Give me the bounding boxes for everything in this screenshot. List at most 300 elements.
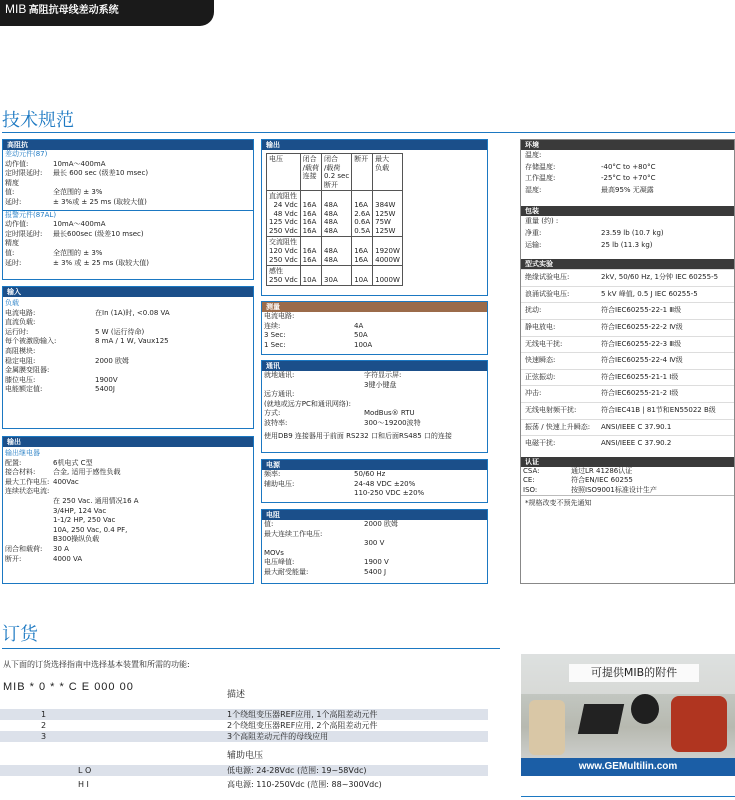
spec-row xyxy=(521,216,734,228)
spec-key: 定时限延时: xyxy=(5,169,43,178)
spec-key: 电流电路: xyxy=(264,312,295,320)
spec-value: 符合IEC41B | 81节和EN55022 B级 xyxy=(601,405,716,414)
spec-key xyxy=(264,539,364,549)
output-table-value: 48 Vdc xyxy=(273,209,298,218)
output-table-value: 48A xyxy=(324,255,338,264)
spec-value: 5 W (运行待命) xyxy=(95,327,145,336)
spec-key xyxy=(5,497,53,507)
output-table-value: 250 Vdc xyxy=(269,255,298,264)
spec-value: ModBus® RTU xyxy=(364,409,415,418)
spec-value: 1900V xyxy=(95,375,118,384)
spec-value: 全范围的 ± 3% xyxy=(53,188,103,197)
output-table-value: 10A xyxy=(354,275,368,284)
spec-key: 定时限延时: xyxy=(5,229,43,238)
power-title: 电源 xyxy=(262,460,487,470)
spec-key: 振荡 / 快速上升瞬态: xyxy=(525,422,591,431)
spec-row xyxy=(3,487,253,497)
spec-row xyxy=(262,400,487,410)
input-title: 输入 xyxy=(3,287,253,297)
specs-rule xyxy=(2,132,735,133)
spec-key: 金属膜变阻器: xyxy=(5,366,50,375)
spec-row xyxy=(3,497,253,507)
output-table-value: 250 Vdc xyxy=(269,275,298,284)
spec-value: 50A xyxy=(354,331,368,340)
spec-value: 300 V xyxy=(364,539,385,548)
spec-row xyxy=(262,419,487,429)
spec-key: 远方通讯: xyxy=(264,390,295,399)
spec-key: 断开: xyxy=(5,554,22,563)
spec-key: 存储温度: xyxy=(525,162,556,171)
output-table-header: 闭合 /载荷 连接 xyxy=(300,154,321,191)
spec-key: 静电放电: xyxy=(525,322,556,331)
spec-key: 精度 xyxy=(5,178,19,187)
impedance-box xyxy=(2,139,254,280)
spec-row xyxy=(3,555,253,565)
ad-title: 可提供MIB的附件 xyxy=(569,664,699,682)
spec-row xyxy=(3,468,253,478)
spec-key: 延时: xyxy=(5,258,22,267)
spec-row xyxy=(521,419,734,436)
spec-key: 电磁干扰: xyxy=(525,439,556,448)
output-table-cell xyxy=(267,266,301,286)
spec-value: 最长 600 sec (级差10 msec) xyxy=(53,169,149,178)
output-table-value: 16A xyxy=(302,255,317,264)
aux-row xyxy=(0,779,488,790)
insulator-shape xyxy=(529,700,565,755)
output-relay-title: 输出 xyxy=(3,437,253,447)
ad-url[interactable]: www.GEMultilin.com xyxy=(521,758,735,776)
output-table-value: 1920W xyxy=(375,246,400,255)
spec-row xyxy=(521,467,734,477)
measure-box xyxy=(261,301,488,355)
output-table-group: 感性 xyxy=(269,267,283,276)
output-table-cell xyxy=(322,191,352,237)
spec-row xyxy=(521,162,734,174)
spec-row xyxy=(3,337,253,347)
spec-row xyxy=(521,476,734,486)
order-row xyxy=(0,731,488,742)
spec-key: 电流电路: xyxy=(5,308,36,317)
spec-value: ANSI/IEEE C 37.90.2 xyxy=(601,439,672,448)
spec-row xyxy=(262,341,487,351)
aux-desc: 高电源: 110-250Vdc (范围: 88~300Vdc) xyxy=(227,779,382,789)
comm-title: 通讯 xyxy=(262,361,487,371)
output-table-cell xyxy=(352,191,373,237)
output-table-cell xyxy=(300,191,321,237)
spec-value: 30 A xyxy=(53,544,69,553)
spec-key: 运输: xyxy=(525,240,542,249)
output-table-cell xyxy=(373,191,403,237)
order-desc-head: 描述 xyxy=(227,690,246,700)
spec-row xyxy=(521,486,734,496)
resistor-box xyxy=(261,509,488,584)
spec-value: 10mA～400mA xyxy=(53,159,106,168)
output-table-cell xyxy=(300,237,321,266)
spec-value: 110-250 VDC ±20% xyxy=(354,489,425,498)
resistor-title: 电阻 xyxy=(262,510,487,520)
output-table-value: 10A xyxy=(302,275,317,284)
spec-key: 绝缘试验电压: xyxy=(525,273,570,282)
spec-key xyxy=(264,381,364,391)
spec-value: 6机电式 C型 xyxy=(53,458,93,467)
order-code: MIB * 0 * * C E 000 00 xyxy=(3,681,134,693)
spec-row xyxy=(3,357,253,367)
output-table-value: 250 Vdc xyxy=(269,226,298,235)
spec-row xyxy=(262,409,487,419)
ordering-heading: 订货 xyxy=(2,624,38,645)
spec-row xyxy=(262,520,487,530)
spec-row xyxy=(521,336,734,353)
spec-key: 配置: xyxy=(5,458,22,467)
spec-value: 符合EN/IEC 60255 xyxy=(571,476,633,485)
spec-row xyxy=(3,249,253,259)
spec-row xyxy=(3,516,253,526)
product-code: MIB xyxy=(5,2,27,16)
spec-row xyxy=(3,328,253,338)
order-option-desc: 1个绕组变压器REF应用, 1个高阻差动元件 xyxy=(227,709,378,719)
spec-row xyxy=(262,549,487,559)
output-table-header: 断开 xyxy=(352,154,373,191)
spec-key: 最大耐受能量: xyxy=(264,567,309,576)
spec-value: 5400 J xyxy=(364,567,387,576)
spec-row xyxy=(3,309,253,319)
order-row xyxy=(0,709,488,720)
spec-key: 无线电干扰: xyxy=(525,339,563,348)
output-table xyxy=(266,153,403,286)
output-table-header: 电压 xyxy=(267,154,301,191)
order-row xyxy=(0,720,488,731)
spec-row xyxy=(262,480,487,490)
spec-value: 2kV, 50/60 Hz, 1分钟 IEC 60255-5 xyxy=(601,273,719,282)
spec-value: 通过LR 41286认证 xyxy=(571,466,633,475)
output-table-value: 125 Vdc xyxy=(269,218,298,227)
output-relay-sub: 输出继电器 xyxy=(5,449,40,457)
resistor-unit-shape xyxy=(671,696,727,752)
spec-key: MOVs xyxy=(264,548,284,557)
spec-row xyxy=(521,240,734,252)
spec-row xyxy=(262,371,487,381)
aux-desc: 低电源: 24-28Vdc (范围: 19~58Vdc) xyxy=(227,765,367,775)
spec-key: 最大连续工作电压: xyxy=(264,529,323,538)
spec-key: (就地或远方PC和通讯网络): xyxy=(264,399,351,408)
spec-row xyxy=(262,489,487,499)
spec-value: 在 250 Vac. 通用情况16 A xyxy=(53,496,139,505)
aux-code: H I xyxy=(78,779,89,789)
spec-key: 闭合和载荷: xyxy=(5,544,43,553)
spec-key: 动作值: xyxy=(5,159,29,168)
spec-key: 延时: xyxy=(5,197,22,206)
spec-row xyxy=(521,286,734,303)
output-table-value: 16A xyxy=(302,226,317,235)
spec-value: 最长600sec (级差10 msec) xyxy=(53,229,144,238)
spec-key: CSA: xyxy=(523,466,540,475)
spec-key: CE: xyxy=(523,476,535,485)
output-table-value: 16A xyxy=(302,200,317,209)
spec-key: 接合材料: xyxy=(5,468,36,477)
order-option-desc: 2个绕组变压器REF应用, 2个高阻差动元件 xyxy=(227,720,378,730)
spec-row xyxy=(3,188,253,198)
spec-value: 50/60 Hz xyxy=(354,470,386,478)
output-table-cell xyxy=(322,237,352,266)
output-table-group: 直流阻性 xyxy=(269,192,297,201)
spec-row xyxy=(3,169,253,179)
spec-row xyxy=(262,539,487,549)
spec-row xyxy=(262,390,487,400)
spec-value: 最高95% 无凝露 xyxy=(601,185,654,194)
spec-key: 波特率: xyxy=(264,418,288,427)
spec-row xyxy=(3,239,253,249)
spec-row xyxy=(521,352,734,369)
spec-key xyxy=(5,516,53,526)
spec-key: 稳定电阻: xyxy=(5,356,36,365)
spec-row xyxy=(262,530,487,540)
spec-key xyxy=(5,507,53,517)
output-table-value: 384W xyxy=(375,200,396,209)
spec-row xyxy=(262,312,487,322)
spec-row xyxy=(521,385,734,402)
spec-value: 2000 欧姆 xyxy=(95,356,130,365)
spec-value: 符合IEC60255-22-4 Ⅳ级 xyxy=(601,356,683,365)
output-table-value: 125W xyxy=(375,226,396,235)
output-relay-box xyxy=(2,436,254,584)
spec-key: 3 Sec: xyxy=(264,331,286,340)
order-option-desc: 3个高阻差动元件的母线应用 xyxy=(227,731,329,741)
spec-key: 每个被激励输入: xyxy=(5,337,57,346)
spec-key: 冲击: xyxy=(525,389,542,398)
spec-value: 全范围的 ± 3% xyxy=(53,248,103,257)
output-table-value: 16A xyxy=(354,200,368,209)
output-table-value: 48A xyxy=(324,218,338,227)
output-table-cell xyxy=(300,266,321,286)
output-table-cell xyxy=(352,237,373,266)
spec-row xyxy=(3,198,253,208)
spec-key: 温度: xyxy=(525,151,542,159)
spec-row xyxy=(521,302,734,319)
spec-row xyxy=(3,545,253,555)
spec-row xyxy=(3,259,253,269)
env-title: 环境 xyxy=(521,140,734,150)
spec-key: 1 Sec: xyxy=(264,340,286,349)
order-aux-head: 辅助电压 xyxy=(227,751,264,761)
output-table-header: 闭合 /载荷 0.2 sec 断开 xyxy=(322,154,352,191)
output-table-value: 30A xyxy=(324,275,338,284)
spec-row xyxy=(3,347,253,357)
spec-row xyxy=(3,478,253,488)
spec-key xyxy=(264,489,354,499)
ad-rule xyxy=(521,796,735,797)
output-table-value: 1000W xyxy=(375,275,400,284)
comm-box xyxy=(261,360,488,453)
spec-value: 5 kV 峰值, 0.5 J IEC 60255-5 xyxy=(601,289,698,298)
spec-value: 10mA～400mA xyxy=(53,220,106,229)
output-table-value: 125W xyxy=(375,209,396,218)
output-table-value: 0.5A xyxy=(354,226,371,235)
spec-value: 4000 VA xyxy=(53,554,83,563)
spec-key: 浪涌试验电压: xyxy=(525,289,570,298)
product-name: 高阻抗母线差动系统 xyxy=(28,5,119,16)
pack-title: 包装 xyxy=(521,206,734,216)
output-table-value: 120 Vdc xyxy=(269,246,298,255)
output-table-cell xyxy=(322,266,352,286)
spec-row xyxy=(521,269,734,286)
spec-key: 最大工作电压: xyxy=(5,477,50,486)
spec-key: 值: xyxy=(264,520,274,528)
spec-value: ± 3%或 ± 25 ms (取较大值) xyxy=(53,197,147,206)
spec-row xyxy=(3,459,253,469)
spec-row xyxy=(3,535,253,545)
spec-row xyxy=(262,470,487,480)
spec-key: ISO: xyxy=(523,485,538,494)
tests-title: 型式实验 xyxy=(521,259,734,269)
spec-value: 2000 欧姆 xyxy=(364,520,399,528)
impedance-sub-1: 差动元件(87) xyxy=(5,150,48,158)
header-bar xyxy=(0,0,214,26)
output-table-value: 16A xyxy=(354,246,368,255)
output-table-cell xyxy=(267,237,301,266)
impedance-title: 高阻抗 xyxy=(3,140,253,150)
specs-heading: 技术规范 xyxy=(2,110,74,131)
output-table-cell xyxy=(267,191,301,237)
spec-value: 按照ISO9001标准设计生产 xyxy=(571,485,657,494)
spec-value: 300～19200波特 xyxy=(364,418,421,427)
ct-ring-shape xyxy=(631,694,659,724)
spec-row xyxy=(3,526,253,536)
output-table-box xyxy=(261,139,488,296)
spec-key: 无线电射频干扰: xyxy=(525,405,577,414)
spec-row xyxy=(262,331,487,341)
spec-row xyxy=(3,179,253,189)
spec-value: 23.59 lb (10.7 kg) xyxy=(601,228,664,237)
spec-row xyxy=(262,568,487,578)
spec-row xyxy=(3,376,253,386)
spec-key: 净重: xyxy=(525,228,542,237)
order-intro: 从下面的订货选择指南中选择基本装置和所需的功能: xyxy=(3,660,190,669)
aux-code: L O xyxy=(78,765,92,775)
order-option-code: 1 xyxy=(41,709,47,719)
spec-key: 方式: xyxy=(264,409,281,418)
spec-key: 电压峰值: xyxy=(264,558,295,567)
spec-value: 符合IEC60255-22-3 Ⅲ级 xyxy=(601,339,682,348)
spec-row xyxy=(3,366,253,376)
accessories-image xyxy=(521,654,735,776)
output-table-cell xyxy=(352,266,373,286)
spec-key: 电能额定值: xyxy=(5,385,43,394)
spec-value: ± 3% 或 ± 25 ms (取较大值) xyxy=(53,258,150,267)
spec-key: 动作值: xyxy=(5,220,29,229)
spec-value: 符合IEC60255-21-2 Ⅰ级 xyxy=(601,389,679,398)
output-table-value: 75W xyxy=(375,218,391,227)
spec-key: 扰动: xyxy=(525,306,542,315)
output-table-value: 0.6A xyxy=(354,218,371,227)
spec-key: 就地通讯: xyxy=(264,371,295,379)
output-table-value: 4000W xyxy=(375,255,400,264)
aux-row xyxy=(0,765,488,776)
output-table-value: 48A xyxy=(324,200,338,209)
spec-row xyxy=(3,385,253,395)
spec-key: 频率: xyxy=(264,470,281,478)
spec-value: 100A xyxy=(354,340,373,349)
spec-value: 4A xyxy=(354,321,364,330)
spec-row xyxy=(3,507,253,517)
output-table-value: 48A xyxy=(324,246,338,255)
spec-value: 24-48 VDC ±20% xyxy=(354,479,416,488)
spec-key: 正弦振动: xyxy=(525,372,556,381)
spec-row xyxy=(521,150,734,162)
spec-key: 运行时: xyxy=(5,327,29,336)
spec-key: 重量 (约) : xyxy=(525,217,559,226)
spec-value: -40°C to +80°C xyxy=(601,162,656,171)
spec-row xyxy=(521,228,734,240)
spec-key: 湿度: xyxy=(525,185,542,194)
measure-title: 测量 xyxy=(262,302,487,312)
spec-key: 值: xyxy=(5,248,15,257)
output-table-value: 16A xyxy=(354,255,368,264)
spec-value: 合金, 适用于感性负载 xyxy=(53,468,121,477)
spec-key: 连续: xyxy=(264,321,281,330)
spec-key: 工作温度: xyxy=(525,174,556,183)
output-table-cell xyxy=(373,266,403,286)
output-table-value: 24 Vdc xyxy=(273,200,298,209)
output-table-title: 输出 xyxy=(262,140,487,150)
spec-row xyxy=(521,369,734,386)
spec-key: 直流负载: xyxy=(5,318,36,327)
spec-row xyxy=(521,435,734,452)
comm-note: 使用DB9 连接器用于前面 RS232 口和后面RS485 口的连接 xyxy=(264,431,452,440)
spec-row xyxy=(521,402,734,419)
output-table-value: 16A xyxy=(302,209,317,218)
spec-value: 400Vac xyxy=(53,477,79,486)
spec-key: 高阻模块: xyxy=(5,346,36,355)
spec-note: *规格改变不预先通知 xyxy=(521,495,734,512)
input-sub: 负载 xyxy=(5,299,19,307)
spec-key xyxy=(5,526,53,536)
spec-value: 5400J xyxy=(95,385,115,394)
spec-value: 8 mA / 1 W, Vaux125 xyxy=(95,337,169,346)
spec-row xyxy=(521,319,734,336)
spec-value: 符合IEC60255-22-1 Ⅲ级 xyxy=(601,306,682,315)
spec-key: 值: xyxy=(5,188,15,197)
spec-value: B300操纵负载 xyxy=(53,535,100,544)
spec-value: 3键小键盘 xyxy=(364,380,397,389)
input-box xyxy=(2,286,254,429)
spec-value: 1-1/2 HP, 250 Vac xyxy=(53,516,116,525)
spec-row xyxy=(262,558,487,568)
spec-row xyxy=(3,230,253,240)
output-table-value: 2.6A xyxy=(354,209,371,218)
spec-value: 在In (1A)时, <0.08 VA xyxy=(95,308,170,317)
spec-row xyxy=(262,322,487,332)
spec-value: -25°C to +70°C xyxy=(601,174,656,183)
spec-value: ANSI/IEEE C 37.90.1 xyxy=(601,422,672,431)
spec-row xyxy=(521,173,734,185)
spec-row xyxy=(3,160,253,170)
spec-value: 符合IEC60255-21-1 Ⅰ级 xyxy=(601,372,679,381)
spec-value: 1900 V xyxy=(364,558,389,567)
order-option-code: 3 xyxy=(41,731,47,741)
spec-value: 10A, 250 Vac, 0.4 PF, xyxy=(53,525,128,534)
spec-key xyxy=(5,535,53,545)
ordering-rule xyxy=(2,648,500,649)
spec-key: 精度 xyxy=(5,239,19,248)
spec-value: 字符显示屏: xyxy=(364,371,402,379)
output-table-group: 交流阻性 xyxy=(269,238,297,247)
cert-title: 认证 xyxy=(521,457,734,467)
power-box xyxy=(261,459,488,503)
spec-value: 3/4HP, 124 Vac xyxy=(53,506,107,515)
spec-row xyxy=(521,185,734,197)
output-table-header: 最大 负载 xyxy=(373,154,403,191)
spec-value: 符合IEC60255-22-2 Ⅳ级 xyxy=(601,322,683,331)
